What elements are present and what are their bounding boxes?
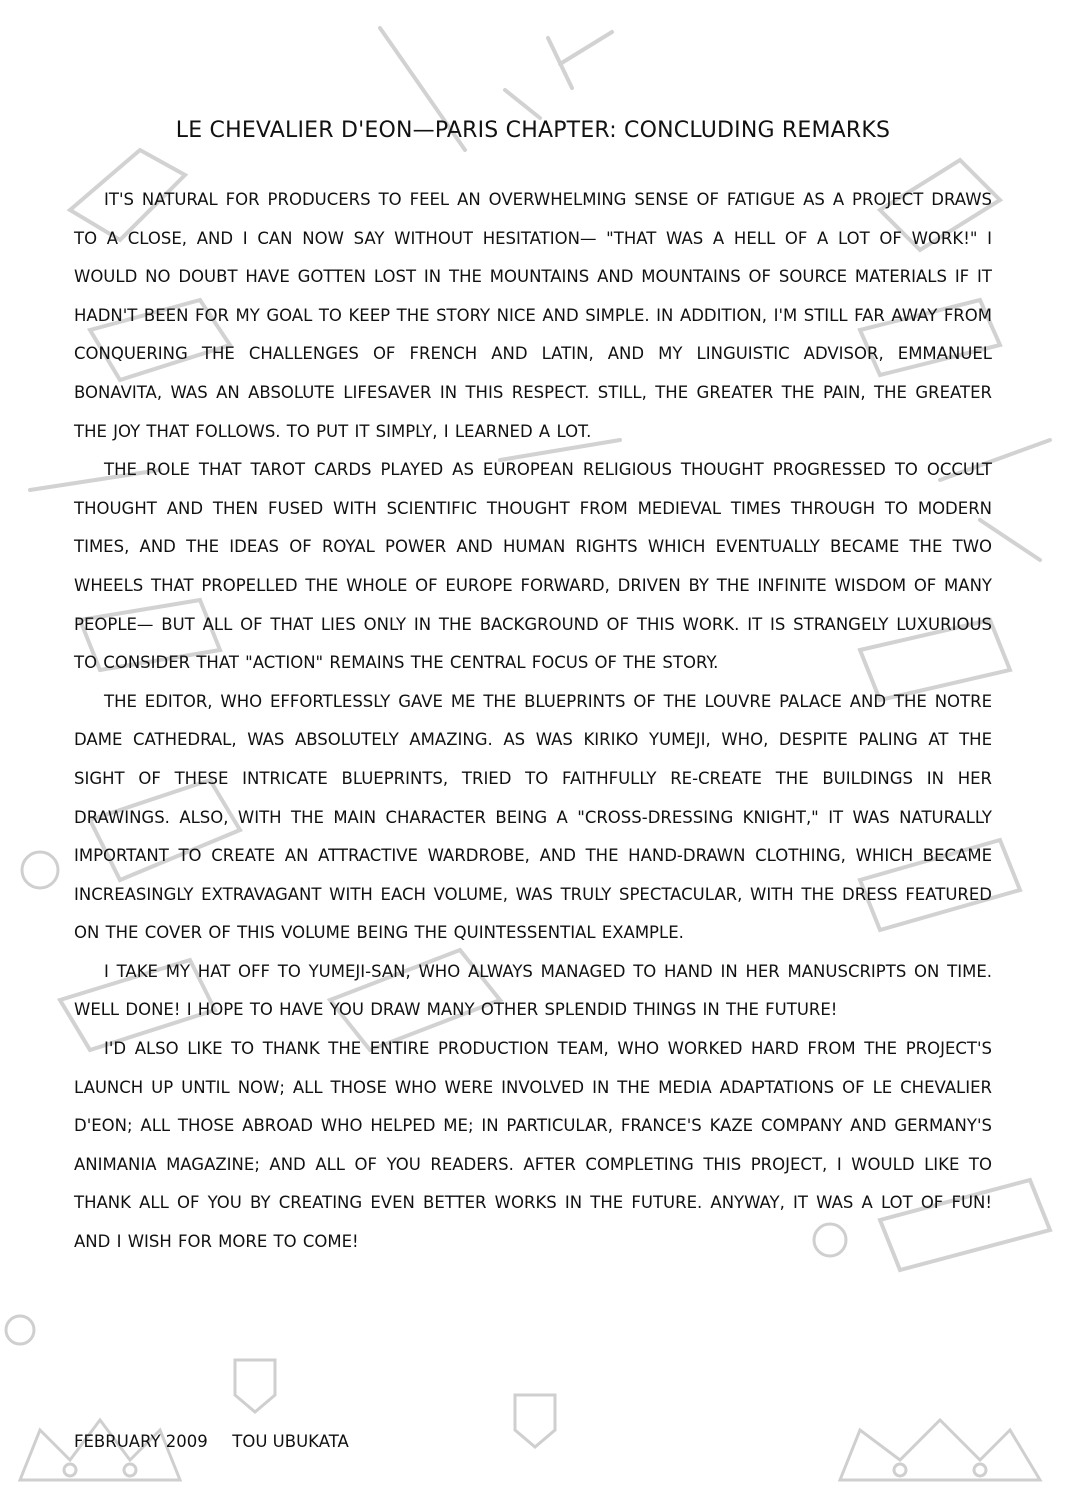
crown-right [840, 1420, 1040, 1480]
paragraph-1: IT'S NATURAL FOR PRODUCERS TO FEEL AN OVERWHELMING SENSE OF FATIGUE AS A PROJECT DRAWS TO A CLOSE, AND I CAN NOW SAY WITHOUT HESITATION— "THAT WAS A HELL OF A LOT OF WORK!" I WOULD NO DOUBT HAVE GOTTEN LOST IN THE MOUNTAINS AND MOUNTAINS OF SOURCE MATERIALS IF IT HADN'T BEEN FOR MY GOAL TO KEEP THE STORY NICE AND SIMPLE. IN ADDITION, I'M STILL FAR AWAY FROM CONQUERING THE CHALLENGES OF FRENCH AND LATIN, AND MY LINGUISTIC ADVISOR, EMMANUEL BONAVITA, WAS AN ABSOLUTE LIFESAVER IN THIS RESPECT. STILL, THE GREATER THE PAIN, THE GREATER THE JOY THAT FOLLOWS. TO PUT IT SIMPLY, I LEARNED A LOT. [74, 190, 992, 441]
paragraph-2: THE ROLE THAT TAROT CARDS PLAYED AS EUROPEAN RELIGIOUS THOUGHT PROGRESSED TO OCCULT THOUGHT AND THEN FUSED WITH SCIENTIFIC THOUGHT FROM MEDIEVAL TIMES THROUGH TO MODERN TIMES, AND THE IDEAS OF ROYAL POWER AND HUMAN RIGHTS WHICH EVENTUALLY BECAME THE TWO WHEELS THAT PROPELLED THE WHOLE OF EUROPE FORWARD, DRIVEN BY THE INFINITE WISDOM OF MANY PEOPLE— BUT ALL OF THAT LIES ONLY IN THE BACKGROUND OF THIS WORK. IT IS STRANGELY LUXURIOUS TO CONSIDER THAT "ACTION" REMAINS THE CENTRAL FOCUS OF THE STORY. [74, 460, 992, 673]
concluding-remarks-page [74, 118, 992, 1262]
paragraph-3: THE EDITOR, WHO EFFORTLESSLY GAVE ME THE BLUEPRINTS OF THE LOUVRE PALACE AND THE NOTRE DAME CATHEDRAL, WAS ABSOLUTELY AMAZING. AS WAS KIRIKO YUMEJI, WHO, DESPITE PALING AT THE SIGHT OF THESE INTRICATE BLUEPRINTS, TRIED TO FAITHFULLY RE-CREATE THE BUILDINGS IN HER DRAWINGS. ALSO, WITH THE MAIN CHARACTER BEING A "CROSS-DRESSING KNIGHT," IT WAS NATURALLY IMPORTANT TO CREATE AN ATTRACTIVE WARDROBE, AND THE HAND-DRAWN CLOTHING, WHICH BECAME INCREASINGLY EXTRAVAGANT WITH EACH VOLUME, WAS TRULY SPECTACULAR, WITH THE DRESS FEATURED ON THE COVER OF THIS VOLUME BEING THE QUINTESSENTIAL EXAMPLE. [74, 691, 992, 943]
signature-author: TOU UBUKATA [232, 1432, 349, 1451]
signature-date: FEBRUARY 2009 [74, 1432, 208, 1451]
paragraph-4: I TAKE MY HAT OFF TO YUMEJI-SAN, WHO ALWAYS MANAGED TO HAND IN HER MANUSCRIPTS ON TIME. WELL DONE! I HOPE TO HAVE YOU DRAW MANY OTHER SPLENDID THINGS IN THE FUTURE! [74, 961, 992, 1020]
signature-line [74, 1432, 349, 1451]
page-title: LE CHEVALIER D'EON—PARIS CHAPTER: CONCLUDING REMARKS [175, 118, 891, 143]
paragraph-5: I'D ALSO LIKE TO THANK THE ENTIRE PRODUCTION TEAM, WHO WORKED HARD FROM THE PROJECT'S LAUNCH UP UNTIL NOW; ALL THOSE WHO WERE INVOLVED IN THE MEDIA ADAPTATIONS OF LE CHEVALIER D'EON; ALL THOSE ABROAD WHO HELPED ME; IN PARTICULAR, FRANCE'S KAZE COMPANY AND GERMANY'S ANIMANIA MAGAZINE; AND ALL OF YOU READERS. AFTER COMPLETING THIS PROJECT, I WOULD LIKE TO THANK ALL OF YOU BY CREATING EVEN BETTER WORKS IN THE FUTURE. ANYWAY, IT WAS A LOT OF FUN! AND I WISH FOR MORE TO COME! [74, 1039, 992, 1252]
